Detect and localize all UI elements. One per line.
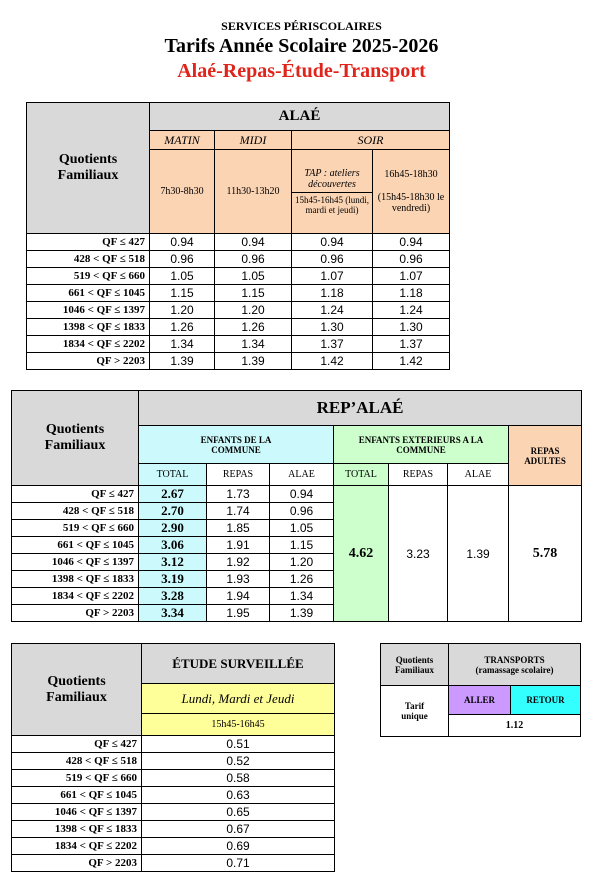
- commune-repas-value: 1.94: [207, 588, 270, 605]
- etude-hours: 15h45-16h45: [142, 714, 335, 736]
- commune-alae-value: 1.05: [270, 520, 334, 537]
- transport-table: [380, 643, 581, 737]
- commune-repas-value: 1.91: [207, 537, 270, 554]
- qf-label: 1834 < QF ≤ 2202: [12, 838, 142, 855]
- qf-label: 428 < QF ≤ 518: [27, 251, 150, 268]
- etude-value: 0.63: [142, 787, 335, 804]
- commune-alae-value: 1.39: [270, 605, 334, 622]
- alae-soir-value: 1.42: [373, 353, 450, 370]
- commune-repas-value: 1.92: [207, 554, 270, 571]
- ext-repas-value: 3.23: [389, 486, 448, 622]
- commune-repas-value: 1.93: [207, 571, 270, 588]
- commune-repas-value: 1.95: [207, 605, 270, 622]
- alae-matin-header: MATIN: [150, 131, 215, 150]
- commune-total-value: 2.67: [139, 486, 207, 503]
- alae-soir-value: 1.24: [373, 302, 450, 319]
- etude-table: [11, 643, 335, 872]
- services-subtitle: SERVICES PÉRISCOLAIRES: [221, 19, 382, 33]
- transport-qf-header: Quotients Familiaux: [381, 644, 449, 686]
- alae-tap-value: 1.18: [292, 285, 373, 302]
- alae-matin-value: 1.05: [150, 268, 215, 285]
- services-title: Alaé-Repas-Étude-Transport: [177, 60, 426, 82]
- alae-tap-value: 0.96: [292, 251, 373, 268]
- alae-soir-header: SOIR: [292, 131, 450, 150]
- ext-total-value: 4.62: [334, 486, 389, 622]
- repalae-title: REP’ALAÉ: [139, 391, 582, 426]
- qf-label: QF > 2203: [27, 353, 150, 370]
- transport-tarif-label: Tarif unique: [381, 686, 449, 737]
- commune-alae-value: 1.26: [270, 571, 334, 588]
- adultes-header: REPAS ADULTES: [509, 426, 582, 486]
- ext-alae-value: 1.39: [448, 486, 509, 622]
- commune-repas-value: 1.74: [207, 503, 270, 520]
- alae-qf-header: Quotients Familiaux: [27, 103, 150, 234]
- qf-label: 1834 < QF ≤ 2202: [27, 336, 150, 353]
- etude-value: 0.58: [142, 770, 335, 787]
- qf-label: QF > 2203: [12, 605, 139, 622]
- alae-soir-friday: (15h45-18h30 le vendredi): [377, 192, 445, 214]
- alae-tap-value: 1.30: [292, 319, 373, 336]
- alae-midi-value: 1.20: [215, 302, 292, 319]
- alae-tap-value: 1.07: [292, 268, 373, 285]
- ext-alae-header: ALAE: [448, 464, 509, 486]
- commune-repas-value: 1.85: [207, 520, 270, 537]
- qf-label: 428 < QF ≤ 518: [12, 503, 139, 520]
- alae-soir-value: 0.94: [373, 234, 450, 251]
- alae-tap-value: 1.24: [292, 302, 373, 319]
- qf-label: 1046 < QF ≤ 1397: [27, 302, 150, 319]
- commune-repas-value: 1.73: [207, 486, 270, 503]
- transport-subtitle: (ramassage scolaire): [475, 664, 554, 675]
- alae-midi-value: 1.26: [215, 319, 292, 336]
- alae-midi-value: 0.94: [215, 234, 292, 251]
- commune-alae-value: 0.94: [270, 486, 334, 503]
- transport-aller: ALLER: [449, 686, 511, 715]
- alae-midi-header: MIDI: [215, 131, 292, 150]
- commune-total-value: 2.70: [139, 503, 207, 520]
- alae-soir-value: 1.07: [373, 268, 450, 285]
- qf-label: 1398 < QF ≤ 1833: [12, 571, 139, 588]
- commune-alae-header: ALAE: [270, 464, 334, 486]
- alae-soir-value: 0.96: [373, 251, 450, 268]
- alae-midi-value: 1.05: [215, 268, 292, 285]
- qf-label: 1046 < QF ≤ 1397: [12, 554, 139, 571]
- alae-matin-value: 1.15: [150, 285, 215, 302]
- alae-midi-value: 1.15: [215, 285, 292, 302]
- qf-label: 1834 < QF ≤ 2202: [12, 588, 139, 605]
- alae-soir-value: 1.30: [373, 319, 450, 336]
- ext-header: ENFANTS EXTERIEURS A LA COMMUNE: [334, 426, 509, 464]
- commune-alae-value: 1.15: [270, 537, 334, 554]
- qf-label: 519 < QF ≤ 660: [12, 520, 139, 537]
- alae-matin-value: 0.94: [150, 234, 215, 251]
- etude-qf-header: Quotients Familiaux: [12, 644, 142, 736]
- qf-label: 1398 < QF ≤ 1833: [27, 319, 150, 336]
- qf-label: 428 < QF ≤ 518: [12, 753, 142, 770]
- commune-total-value: 2.90: [139, 520, 207, 537]
- alae-matin-value: 1.34: [150, 336, 215, 353]
- alae-tap-hours: 15h45-16h45 (lundi, mardi et jeudi): [295, 195, 369, 215]
- transport-retour: RETOUR: [511, 686, 581, 715]
- etude-value: 0.65: [142, 804, 335, 821]
- etude-value: 0.71: [142, 855, 335, 872]
- alae-matin-value: 1.20: [150, 302, 215, 319]
- qf-label: 519 < QF ≤ 660: [12, 770, 142, 787]
- alae-soir-hours: 16h45-18h30: [384, 169, 438, 180]
- qf-label: QF ≤ 427: [27, 234, 150, 251]
- etude-days: Lundi, Mardi et Jeudi: [142, 684, 335, 714]
- alae-tap-value: 0.94: [292, 234, 373, 251]
- etude-value: 0.69: [142, 838, 335, 855]
- qf-label: 519 < QF ≤ 660: [27, 268, 150, 285]
- qf-label: 661 < QF ≤ 1045: [12, 537, 139, 554]
- qf-label: QF ≤ 427: [12, 486, 139, 503]
- commune-total-value: 3.28: [139, 588, 207, 605]
- qf-label: 1398 < QF ≤ 1833: [12, 821, 142, 838]
- qf-label: 661 < QF ≤ 1045: [12, 787, 142, 804]
- alae-tap-label: TAP : ateliers découvertes: [292, 166, 372, 193]
- alae-title: ALAÉ: [150, 103, 450, 131]
- etude-value: 0.51: [142, 736, 335, 753]
- alae-midi-value: 1.39: [215, 353, 292, 370]
- commune-alae-value: 0.96: [270, 503, 334, 520]
- commune-alae-value: 1.20: [270, 554, 334, 571]
- ext-repas-header: REPAS: [389, 464, 448, 486]
- qf-label: QF > 2203: [12, 855, 142, 872]
- alae-tap-value: 1.37: [292, 336, 373, 353]
- alae-matin-hours: 7h30-8h30: [150, 150, 215, 234]
- alae-midi-value: 1.34: [215, 336, 292, 353]
- repalae-qf-header: Quotients Familiaux: [12, 391, 139, 486]
- qf-label: 1046 < QF ≤ 1397: [12, 804, 142, 821]
- alae-matin-value: 1.39: [150, 353, 215, 370]
- etude-value: 0.67: [142, 821, 335, 838]
- commune-total-value: 3.19: [139, 571, 207, 588]
- alae-soir-value: 1.37: [373, 336, 450, 353]
- adultes-value: 5.78: [509, 486, 582, 622]
- alae-midi-hours: 11h30-13h20: [215, 150, 292, 234]
- commune-total-value: 3.06: [139, 537, 207, 554]
- alae-tap-header: [292, 150, 373, 234]
- commune-total-header: TOTAL: [139, 464, 207, 486]
- qf-label: QF ≤ 427: [12, 736, 142, 753]
- transport-title: TRANSPORTS: [484, 654, 545, 665]
- alae-table: [26, 102, 450, 370]
- etude-value: 0.52: [142, 753, 335, 770]
- commune-repas-header: REPAS: [207, 464, 270, 486]
- qf-label: 661 < QF ≤ 1045: [27, 285, 150, 302]
- commune-header: ENFANTS DE LA COMMUNE: [139, 426, 334, 464]
- alae-matin-value: 0.96: [150, 251, 215, 268]
- page-title: Tarifs Année Scolaire 2025-2026: [164, 35, 439, 57]
- transport-price: 1.12: [449, 715, 581, 737]
- alae-tap-value: 1.42: [292, 353, 373, 370]
- etude-title: ÉTUDE SURVEILLÉE: [142, 644, 335, 684]
- alae-soir-value: 1.18: [373, 285, 450, 302]
- commune-total-value: 3.34: [139, 605, 207, 622]
- commune-total-value: 3.12: [139, 554, 207, 571]
- alae-matin-value: 1.26: [150, 319, 215, 336]
- ext-total-header: TOTAL: [334, 464, 389, 486]
- alae-midi-value: 0.96: [215, 251, 292, 268]
- repalae-table: [11, 390, 582, 622]
- transport-title-cell: [449, 644, 581, 686]
- alae-soir-hours-cell: [373, 150, 450, 234]
- commune-alae-value: 1.34: [270, 588, 334, 605]
